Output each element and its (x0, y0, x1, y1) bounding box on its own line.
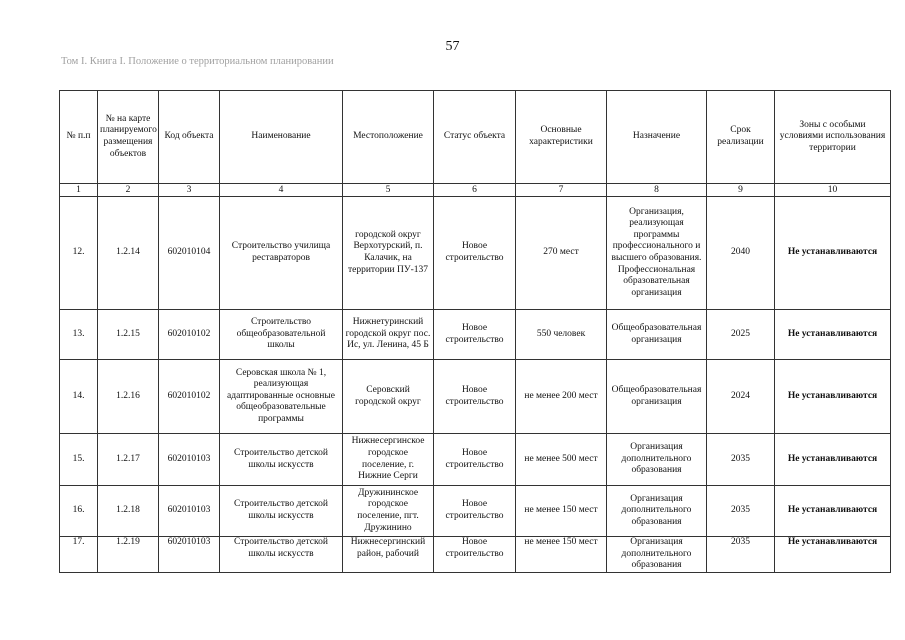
object-characteristics: не менее 150 мест (516, 486, 607, 537)
header-cell: № на карте планируемого размещения объектов (98, 91, 159, 184)
table-row (60, 486, 891, 537)
object-status: Новое строительство (434, 197, 516, 310)
object-code: 602010104 (159, 197, 220, 310)
object-name: Строительство училища реставраторов (220, 197, 343, 310)
implementation-term: 2024 (707, 360, 775, 434)
object-code: 602010102 (159, 360, 220, 434)
special-zones: Не устанавливаются (775, 537, 891, 573)
object-purpose: Общеобразовательная организация (607, 360, 707, 434)
special-zones: Не устанавливаются (775, 360, 891, 434)
column-number: 4 (220, 184, 343, 197)
object-purpose: Организация дополнительного образования (607, 537, 707, 573)
object-characteristics: не менее 500 мест (516, 434, 607, 486)
object-name: Строительство общеобразовательной школы (220, 310, 343, 360)
column-number: 5 (343, 184, 434, 197)
column-number: 2 (98, 184, 159, 197)
column-number: 10 (775, 184, 891, 197)
implementation-term: 2025 (707, 310, 775, 360)
implementation-term: 2035 (707, 486, 775, 537)
object-code: 602010103 (159, 537, 220, 573)
table-row (60, 360, 891, 434)
column-number: 7 (516, 184, 607, 197)
object-location: Серовский городской округ (343, 360, 434, 434)
object-code: 602010103 (159, 434, 220, 486)
object-characteristics: не менее 200 мест (516, 360, 607, 434)
document-header-note: Том I. Книга I. Положение о территориальном планировании (61, 56, 334, 67)
row-number: 15. (60, 434, 98, 486)
special-zones: Не устанавливаются (775, 310, 891, 360)
object-purpose: Общеобразовательная организация (607, 310, 707, 360)
header-cell: Наименование (220, 91, 343, 184)
row-number: 13. (60, 310, 98, 360)
map-number: 1.2.19 (98, 537, 159, 573)
object-name: Строительство детской школы искусств (220, 537, 343, 573)
object-status: Новое строительство (434, 486, 516, 537)
header-cell: Основные характеристики (516, 91, 607, 184)
header-cell: Код объекта (159, 91, 220, 184)
object-name: Строительство детской школы искусств (220, 486, 343, 537)
object-purpose: Организация дополнительного образования (607, 486, 707, 537)
column-number-row (60, 184, 891, 197)
object-location: Дружининское городское поселение, пгт. Дружинино (343, 486, 434, 537)
map-number: 1.2.18 (98, 486, 159, 537)
header-cell: № п.п (60, 91, 98, 184)
object-code: 602010102 (159, 310, 220, 360)
table-row (60, 310, 891, 360)
object-status: Новое строительство (434, 434, 516, 486)
header-cell: Статус объекта (434, 91, 516, 184)
page-number: 57 (445, 39, 460, 54)
header-cell: Срок реализации (707, 91, 775, 184)
object-location: Нижнесергинский район, рабочий (343, 537, 434, 573)
table-row (60, 197, 891, 310)
object-characteristics: 270 мест (516, 197, 607, 310)
header-cell: Зоны с особыми условиями использования территории (775, 91, 891, 184)
column-number: 1 (60, 184, 98, 197)
row-number: 17. (60, 537, 98, 573)
object-status: Новое строительство (434, 360, 516, 434)
object-name: Серовская школа № 1, реализующая адаптированные основные общеобразовательные программы (220, 360, 343, 434)
column-number: 3 (159, 184, 220, 197)
row-number: 16. (60, 486, 98, 537)
map-number: 1.2.15 (98, 310, 159, 360)
map-number: 1.2.14 (98, 197, 159, 310)
map-number: 1.2.16 (98, 360, 159, 434)
column-number: 6 (434, 184, 516, 197)
row-number: 12. (60, 197, 98, 310)
object-status: Новое строительство (434, 310, 516, 360)
object-location: Нижнетуринский городской округ пос. Ис, ул. Ленина, 45 Б (343, 310, 434, 360)
object-characteristics: 550 человек (516, 310, 607, 360)
implementation-term: 2035 (707, 537, 775, 573)
object-purpose: Организация дополнительного образования (607, 434, 707, 486)
implementation-term: 2035 (707, 434, 775, 486)
map-number: 1.2.17 (98, 434, 159, 486)
object-code: 602010103 (159, 486, 220, 537)
table-row (60, 537, 891, 573)
column-number: 8 (607, 184, 707, 197)
object-characteristics: не менее 150 мест (516, 537, 607, 573)
special-zones: Не устанавливаются (775, 486, 891, 537)
table-row (60, 434, 891, 486)
object-location: городской округ Верхотурский, п. Калачик, на территории ПУ-137 (343, 197, 434, 310)
table-header-row (60, 91, 891, 184)
implementation-term: 2040 (707, 197, 775, 310)
special-zones: Не устанавливаются (775, 434, 891, 486)
header-cell: Местоположение (343, 91, 434, 184)
row-number: 14. (60, 360, 98, 434)
object-purpose: Организация, реализующая программы профессионального и высшего образования. Профессиональная образовательная организация (607, 197, 707, 310)
object-status: Новое строительство (434, 537, 516, 573)
special-zones: Не устанавливаются (775, 197, 891, 310)
header-cell: Назначение (607, 91, 707, 184)
objects-table (59, 90, 891, 573)
object-name: Строительство детской школы искусств (220, 434, 343, 486)
object-location: Нижнесергинское городское поселение, г. Нижние Серги (343, 434, 434, 486)
column-number: 9 (707, 184, 775, 197)
